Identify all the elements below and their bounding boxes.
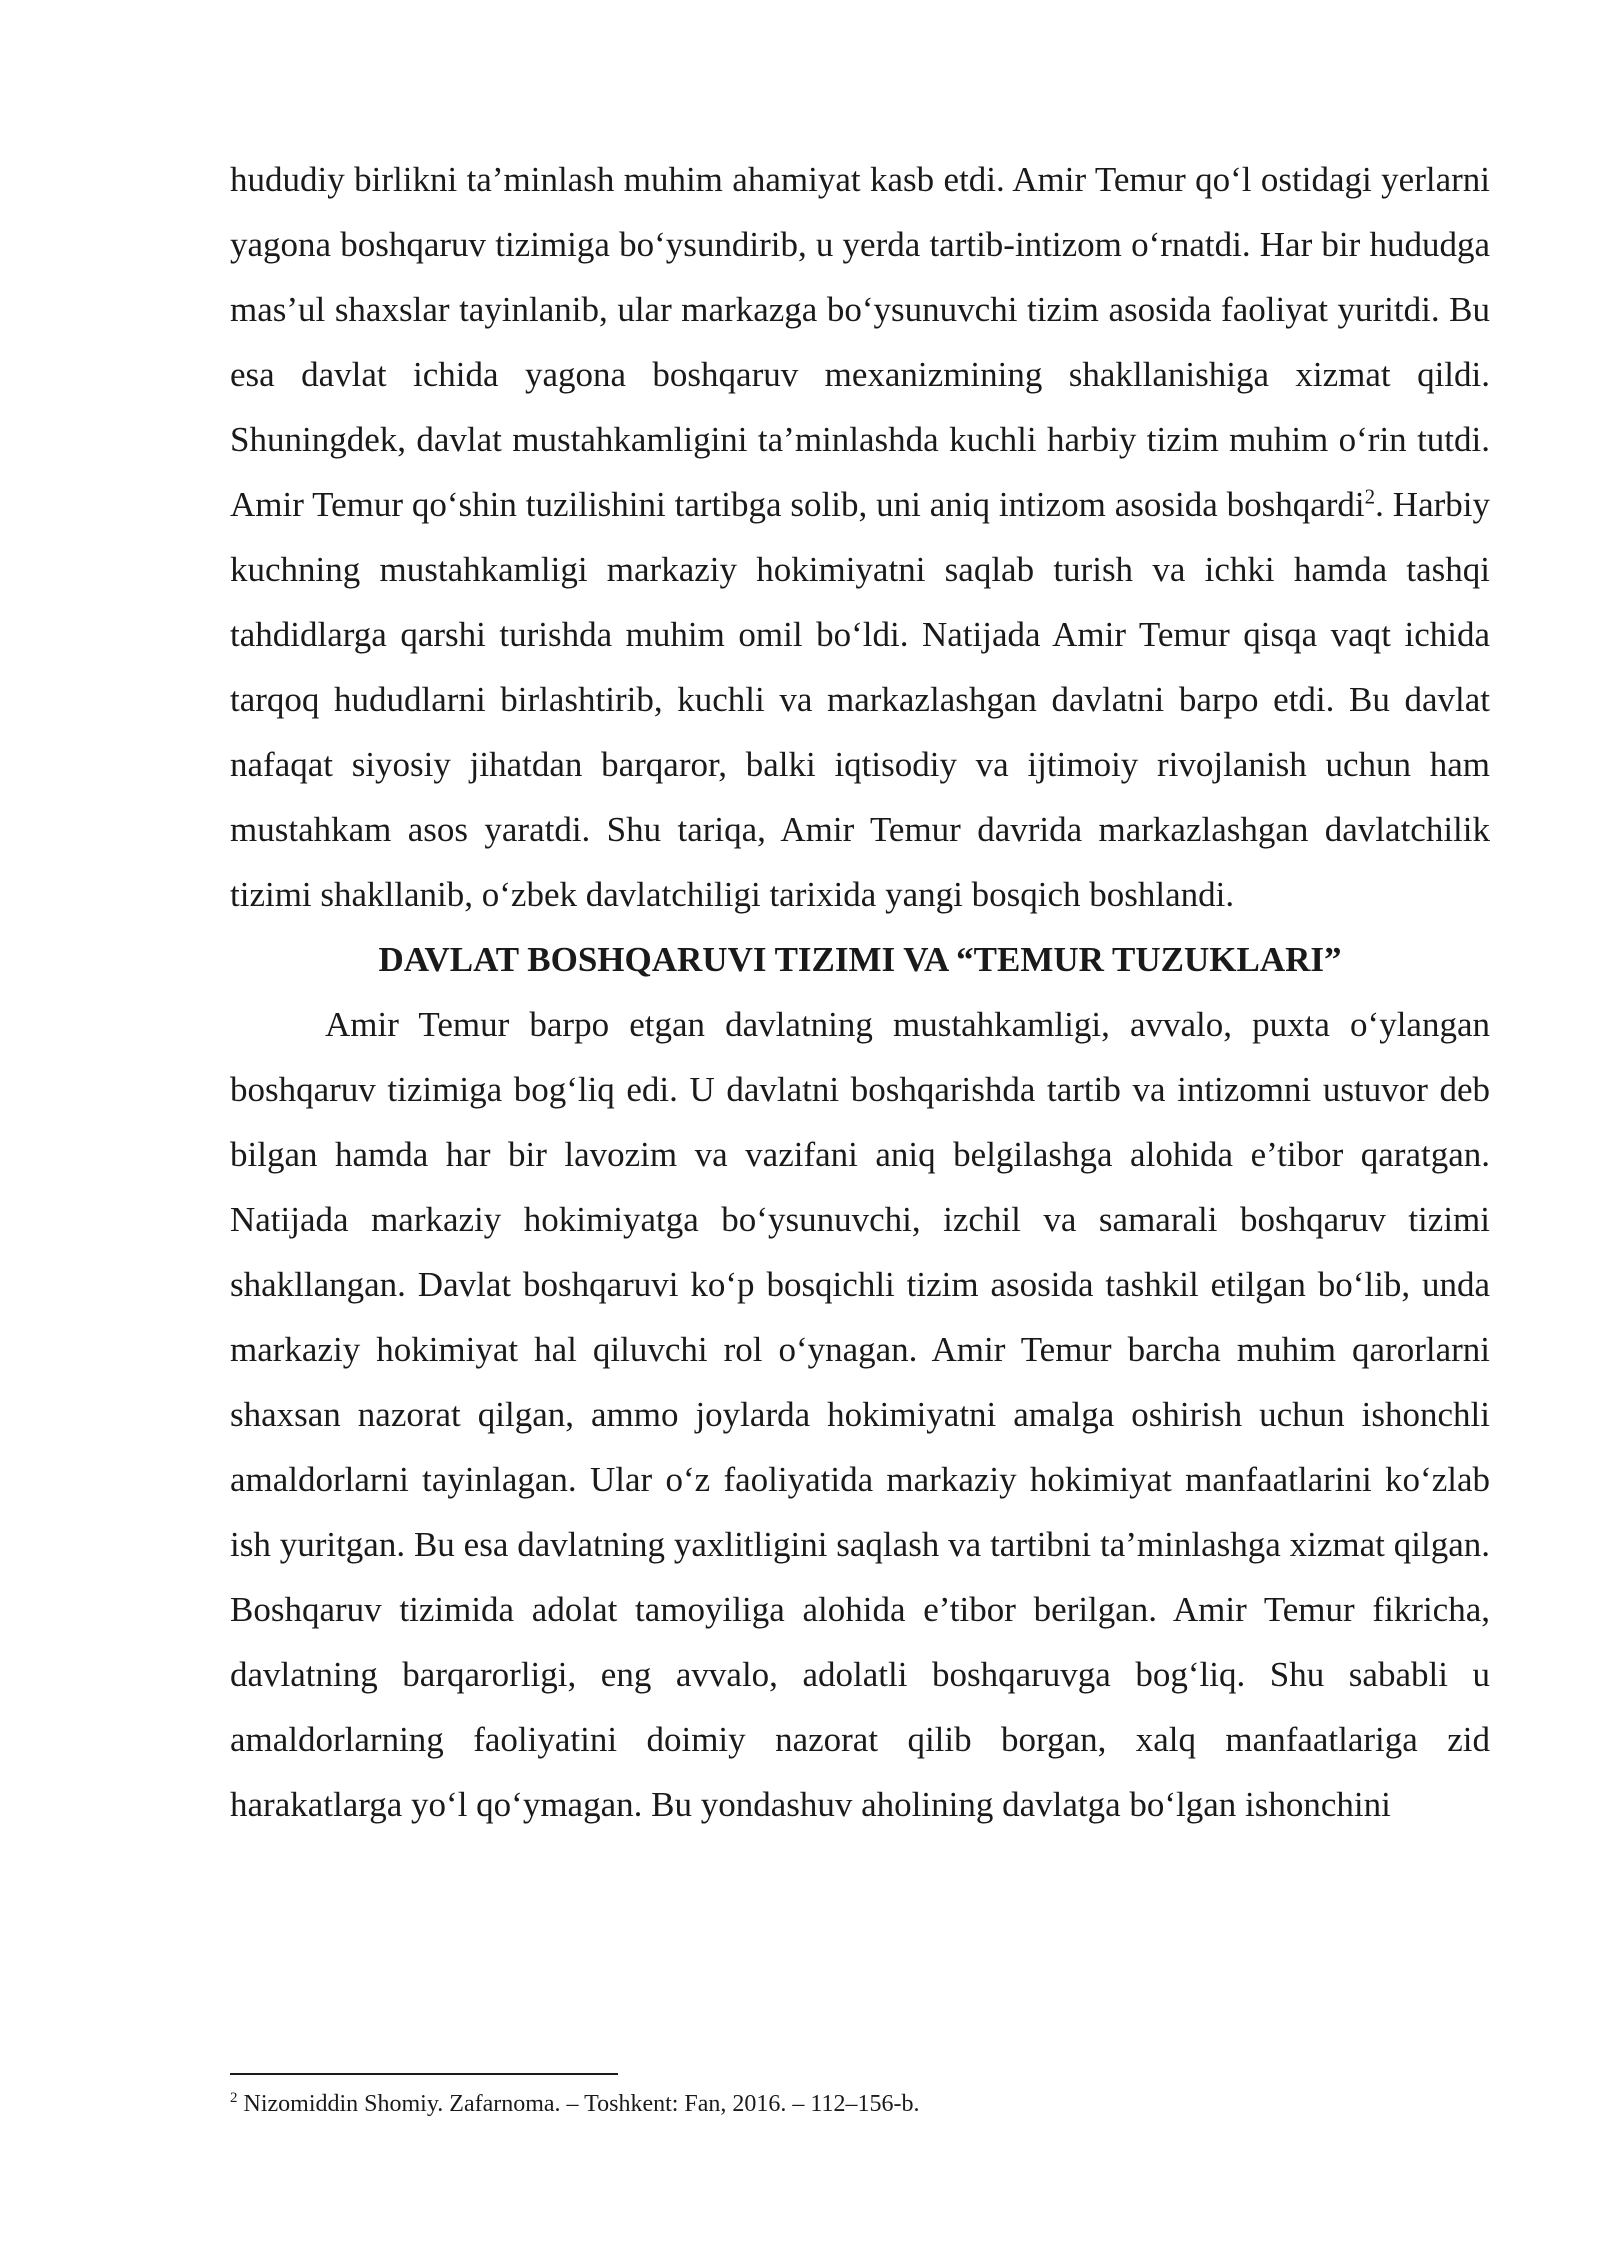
footnote-separator	[230, 2073, 618, 2075]
body-text	[230, 147, 1490, 1837]
section-heading: DAVLAT BOSHQARUVI TIZIMI VA “TEMUR TUZUKLARI”	[378, 940, 1342, 979]
footnote	[230, 2088, 1490, 2120]
paragraph-2: Amir Temur barpo etgan davlatning mustahkamligi, avvalo, puxta o‘ylangan boshqaruv tizimiga bog‘liq edi. U davlatni boshqarishda tartib va intizomni ustuvor deb bilgan hamda har bir lavozim va vazifani aniq belgilashga alohida e’tibor qaratgan. Natijada markaziy hokimiyatga bo‘ysunuvchi, izchil va samarali boshqaruv tizimi shakllangan. Davlat boshqaruvi ko‘p bosqichli tizim asosida tashkil etilgan bo‘lib, unda markaziy hokimiyat hal qiluvchi rol o‘ynagan. Amir Temur barcha muhim qarorlarni shaxsan nazorat qilgan, ammo joylarda hokimiyatni amalga oshirish uchun ishonchli amaldorlarni tayinlagan. Ular o‘z faoliyatida markaziy hokimiyat manfaatlarini ko‘zlab ish yuritgan. Bu esa davlatning yaxlitligini saqlash va tartibni ta’minlashga xizmat qilgan. Boshqaruv tizimida adolat tamoyiliga alohida e’tibor berilgan. Amir Temur fikricha, davlatning barqarorligi, eng avvalo, adolatli boshqaruvga bog‘liq. Shu sababli u amaldorlarning faoliyatini doimiy nazorat qilib borgan, xalq manfaatlariga zid harakatlarga yo‘l qo‘ymagan. Bu yondashuv aholining davlatga bo‘lgan ishonchini	[230, 1005, 1490, 1824]
paragraph-1	[230, 147, 1490, 927]
paragraph-1-text-a: hududiy birlikni ta’minlash muhim ahamiyat kasb etdi. Amir Temur qo‘l ostidagi yerlarni yagona boshqaruv tizimiga bo‘ysundirib, u yerda tartib-intizom o‘rnatdi. Har bir hududga mas’ul shaxslar tayinlanib, ular markazga bo‘ysunuvchi tizim asosida faoliyat yuritdi. Bu esa davlat ichida yagona boshqaruv mexanizmining shakllanishiga xizmat qildi. Shuningdek, davlat mustahkamligini ta’minlashda kuchli harbiy tizim muhim o‘rin tutdi. Amir Temur qo‘shin tuzilishini tartibga solib, uni aniq intizom asosida boshqardi	[230, 160, 1490, 524]
footnote-reference[interactable]: 2	[1364, 484, 1376, 509]
paragraph-1-text-b: . Harbiy kuchning mustahkamligi markaziy hokimiyatni saqlab turish va ichki hamda tashqi tahdidlarga qarshi turishda muhim omil bo‘ldi. Natijada Amir Temur qisqa vaqt ichida tarqoq hududlarni birlashtirib, kuchli va markazlashgan davlatni barpo etdi. Bu davlat nafaqat siyosiy jihatdan barqaror, balki iqtisodiy va ijtimoiy rivojlanish uchun ham mustahkam asos yaratdi. Shu tariqa, Amir Temur davrida markazlashgan davlatchilik tizimi shakllanib, o‘zbek davlatchiligi tarixida yangi bosqich boshlandi.	[230, 485, 1490, 914]
footnote-text: Nizomiddin Shomiy. Zafarnoma. – Toshkent: Fan, 2016. – 112–156-b.	[237, 2091, 920, 2117]
footnote-number: 2	[230, 2090, 238, 2106]
